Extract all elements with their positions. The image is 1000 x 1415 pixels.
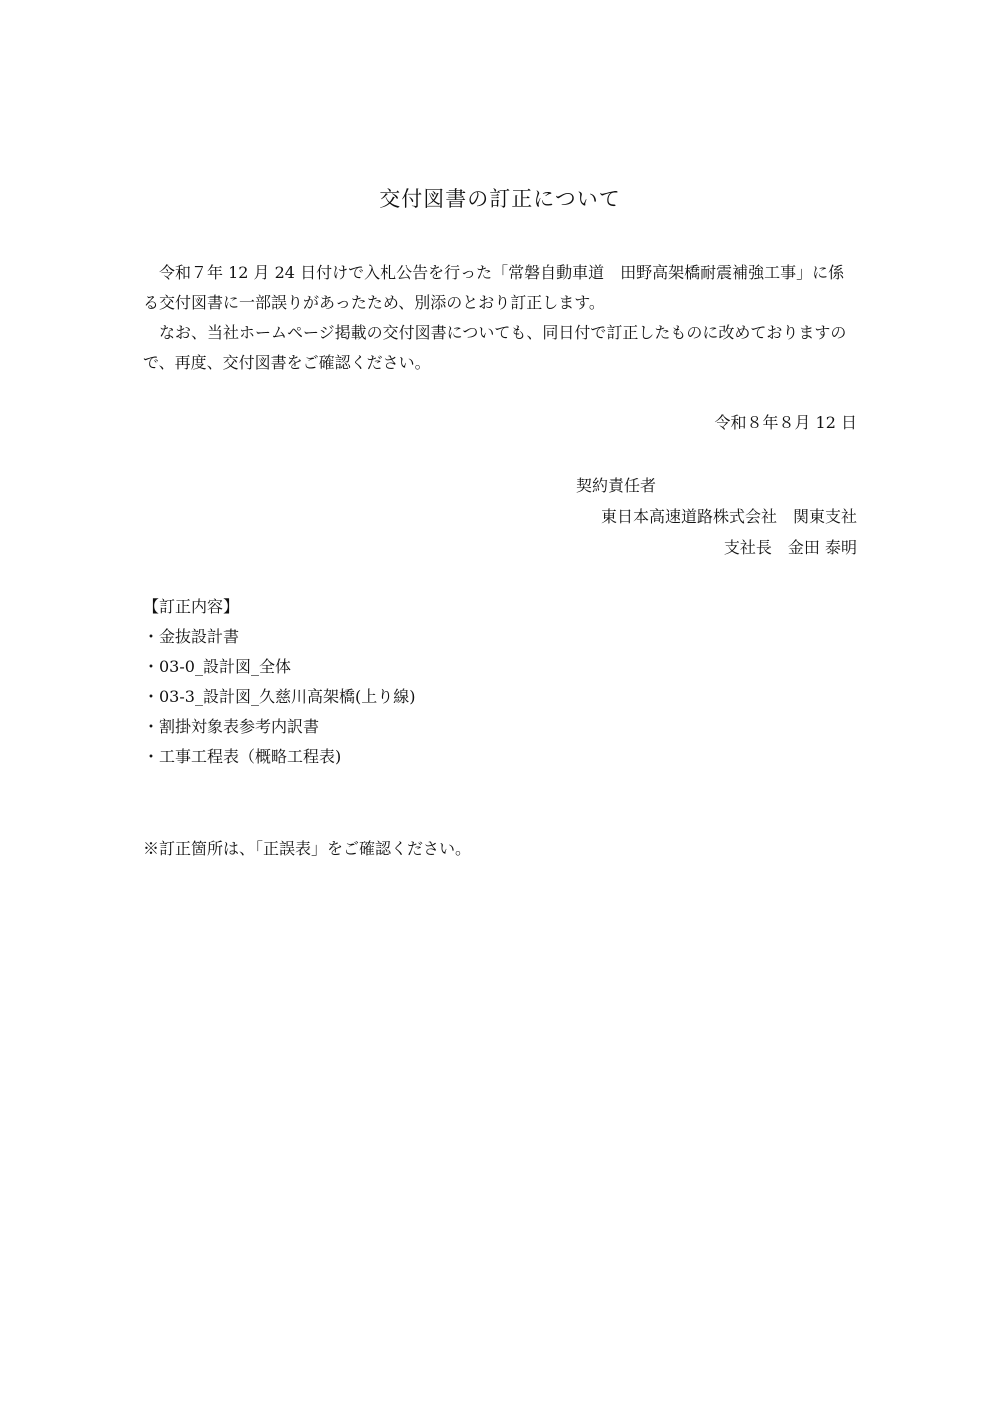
document-date: 令和８年８月 12 日 [714, 413, 857, 432]
correction-item: ・03-0_設計図_全体 [143, 657, 291, 676]
correction-note: ※訂正箇所は、「正誤表」をご確認ください。 [143, 839, 472, 858]
corrections-heading: 【訂正内容】 [143, 597, 240, 616]
body-paragraph-1: 令和７年 12 月 24 日付けで入札公告を行った「常磐自動車道 田野高架橋耐震補強工事」に係る交付図書に一部誤りがあったため、別添のとおり訂正します。 [143, 263, 845, 312]
correction-item: ・工事工程表（概略工程表) [143, 747, 342, 766]
correction-item: ・割掛対象表参考内訳書 [143, 717, 320, 736]
issuer-company: 東日本高速道路株式会社 関東支社 [600, 507, 857, 526]
issuer-role: 契約責任者 [576, 476, 657, 495]
corrections-list [143, 622, 859, 772]
document-title: 交付図書の訂正について [379, 187, 621, 211]
corrections-section [143, 592, 859, 772]
body-text [143, 258, 859, 378]
correction-item: ・金抜設計書 [143, 627, 240, 646]
correction-item: ・03-3_設計図_久慈川高架橋(上り線) [143, 687, 416, 706]
body-paragraph-2: なお、当社ホームページ掲載の交付図書についても、同日付で訂正したものに改めておりますので、再度、交付図書をご確認ください。 [143, 323, 847, 372]
issuer-name: 支社長 金田 泰明 [723, 538, 857, 557]
issuer-block [500, 470, 857, 563]
